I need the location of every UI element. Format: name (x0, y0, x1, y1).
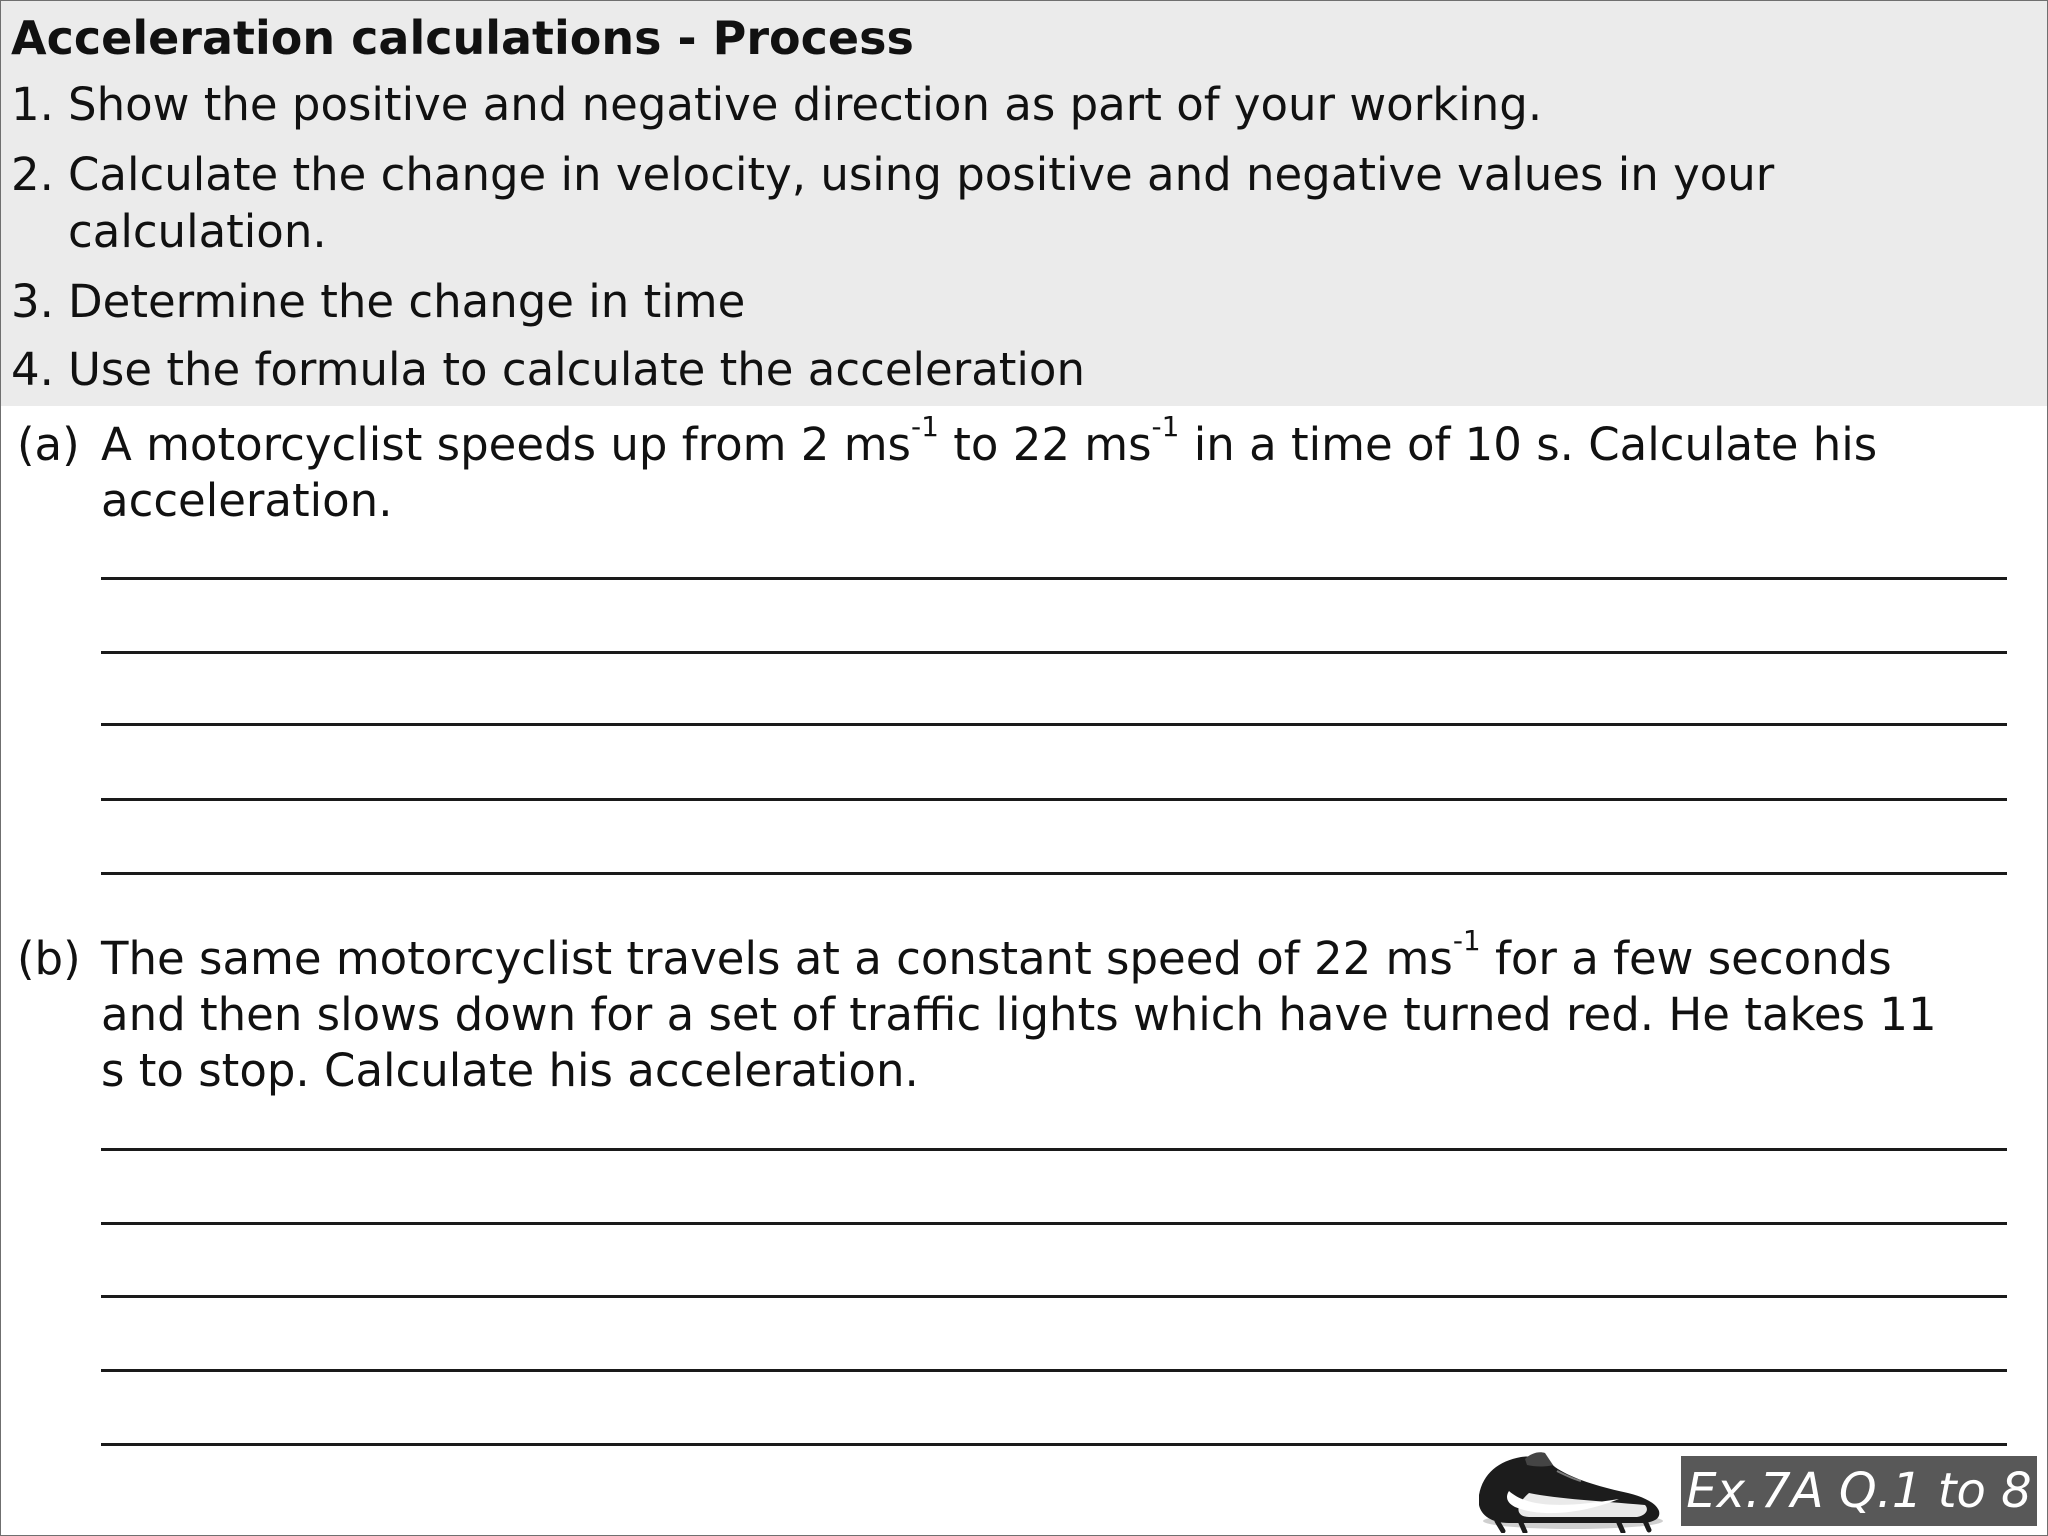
step-text: Determine the change in time (68, 275, 746, 328)
process-box (1, 1, 2047, 406)
step-number: 2. (11, 148, 54, 201)
answer-line[interactable] (101, 1295, 2007, 1298)
process-step-4 (11, 342, 1085, 398)
process-step-2 (11, 147, 1774, 203)
answer-line[interactable] (101, 1369, 2007, 1372)
answer-line[interactable] (101, 798, 2007, 801)
question-a-line-1 (101, 410, 1878, 473)
question-b-line-3: s to stop. Calculate his acceleration. (101, 1044, 919, 1097)
step-number: 1. (11, 78, 54, 131)
superscript: -1 (910, 410, 939, 443)
process-step-3 (11, 274, 745, 330)
question-a-label: (a) (17, 418, 80, 471)
superscript: -1 (1151, 410, 1180, 443)
question-b-label: (b) (17, 932, 81, 985)
step-number: 3. (11, 275, 54, 328)
question-text: to 22 ms (938, 418, 1152, 471)
question-b-line-2: and then slows down for a set of traffic lights which have turned red. He takes 11 (101, 988, 1937, 1041)
step-text: Show the positive and negative direction as part of your working. (68, 78, 1543, 131)
question-text: in a time of 10 s. Calculate his (1179, 418, 1878, 471)
answer-line[interactable] (101, 1443, 2007, 1446)
answer-line[interactable] (101, 872, 2007, 875)
question-a-line-2: acceleration. (101, 474, 393, 527)
question-text: A motorcyclist speeds up from 2 ms (101, 418, 911, 471)
step-text: Use the formula to calculate the acceleration (68, 343, 1085, 396)
process-step-1 (11, 77, 1542, 133)
step-text: Calculate the change in velocity, using positive and negative values in your (68, 148, 1775, 201)
superscript: -1 (1452, 924, 1481, 957)
process-title: Acceleration calculations - Process (11, 11, 914, 65)
question-text: for a few seconds (1480, 932, 1892, 985)
answer-line[interactable] (101, 651, 2007, 654)
exercise-reference-badge: Ex.7A Q.1 to 8 (1681, 1456, 2037, 1526)
process-step-2-continued: calculation. (68, 205, 327, 258)
question-text: The same motorcyclist travels at a constant speed of 22 ms (101, 932, 1453, 985)
question-b-line-1 (101, 924, 1892, 987)
answer-line[interactable] (101, 723, 2007, 726)
step-number: 4. (11, 343, 54, 396)
answer-line[interactable] (101, 1148, 2007, 1151)
answer-line[interactable] (101, 577, 2007, 580)
sneaker-icon (1469, 1437, 1669, 1533)
answer-line[interactable] (101, 1222, 2007, 1225)
